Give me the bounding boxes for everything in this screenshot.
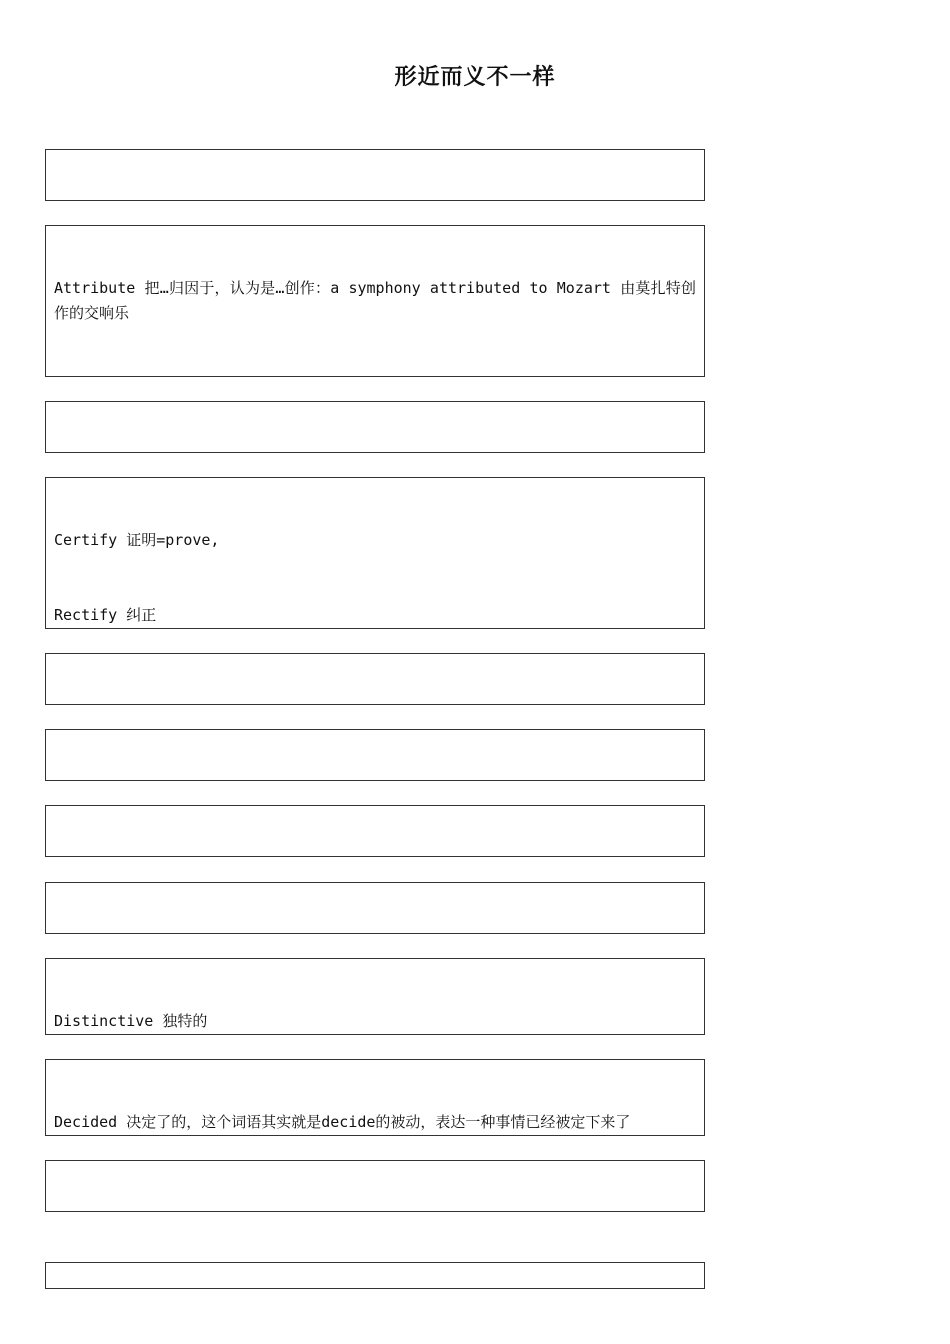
- entry-line: [54, 452, 696, 453]
- page-title: 形近而义不一样: [394, 64, 556, 90]
- word-entry-box: [45, 477, 705, 629]
- entry-line: [54, 856, 696, 857]
- entry-line: [54, 376, 696, 377]
- entry-line: Distinctive 独特的: [54, 1012, 208, 1030]
- word-entry-box: [45, 882, 705, 934]
- entry-line: [54, 704, 696, 705]
- entry-line: [54, 780, 696, 781]
- entry-line: Attribute 把…归因于，认为是…创作：a symphony attributed to Mozart 由莫扎特创作的交响乐: [54, 279, 696, 322]
- word-entry-box: [45, 1262, 705, 1289]
- word-entry-box: [45, 653, 705, 705]
- entry-line: Certify 证明=prove,: [54, 531, 220, 549]
- word-entry-box: [45, 225, 705, 377]
- word-entry-box: [45, 729, 705, 781]
- entry-line: [54, 200, 696, 201]
- entry-line: Decided 决定了的，这个词语其实就是decide的被动，表达一种事情已经被定下来了: [54, 1113, 631, 1131]
- word-entry-box: [45, 805, 705, 857]
- word-entry-box: [45, 149, 705, 201]
- word-entry-box: [45, 1059, 705, 1136]
- entry-line: [54, 1211, 696, 1212]
- word-entry-box: [45, 958, 705, 1035]
- entry-line: Rectify 纠正: [54, 606, 157, 624]
- word-entry-box: [45, 1160, 705, 1212]
- word-entry-box: [45, 401, 705, 453]
- entry-line: [54, 933, 696, 934]
